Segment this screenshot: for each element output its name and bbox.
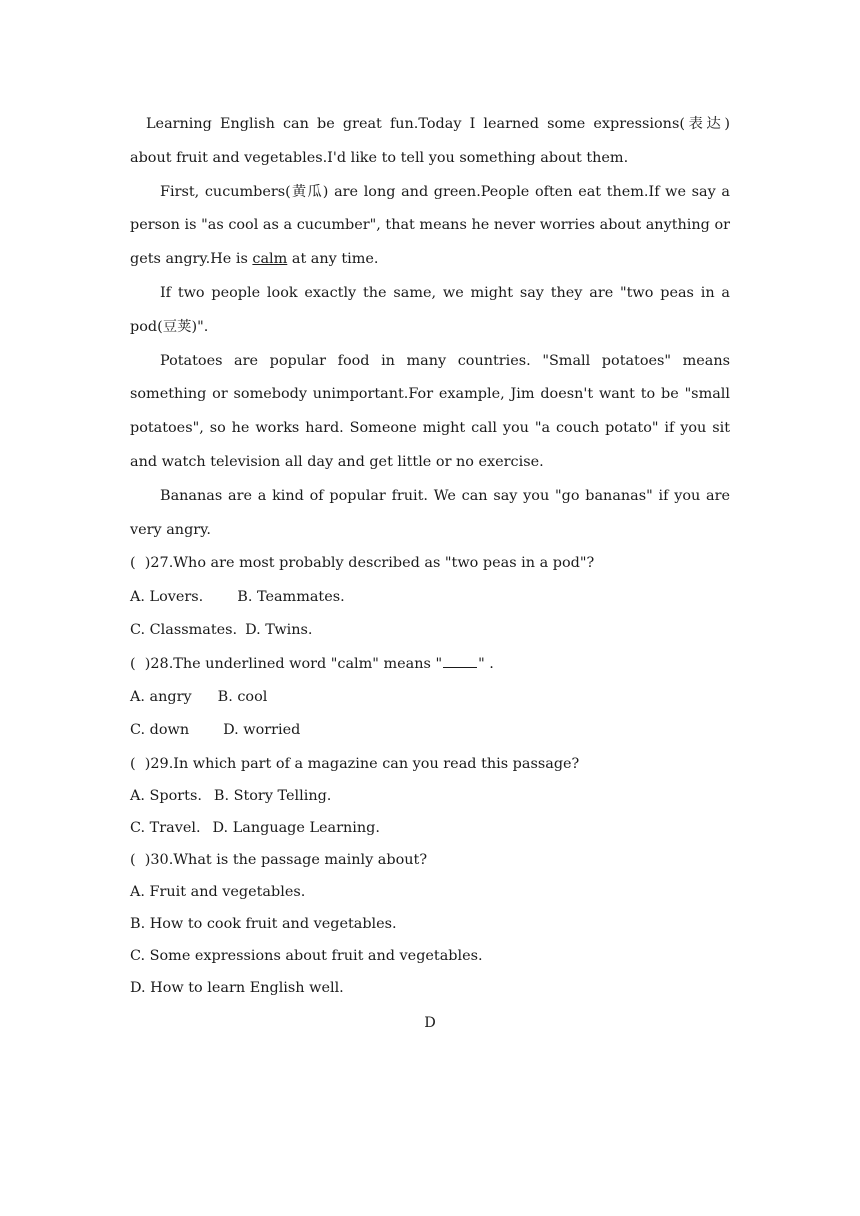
paragraph-1: Learning English can be great fun.Today I learned some expressions(表达) about fruit and vegetables.I'd like to tell you something about them. <box>130 116 730 166</box>
question-30-option-a: A. Fruit and vegetables. <box>130 883 306 900</box>
option-c: C. down <box>130 722 190 739</box>
question-28-options-ab <box>130 681 730 714</box>
option-a: A. Lovers. <box>130 588 204 605</box>
option-d: D. worried <box>223 722 301 739</box>
section-letter: D <box>424 1015 436 1031</box>
question-29-options-cd <box>130 812 730 844</box>
question-28-stem-start: ( )28.The underlined word "calm" means " <box>130 655 443 672</box>
option-b: B. cool <box>217 688 268 705</box>
question-28 <box>130 648 730 748</box>
question-30-option-d: D. How to learn English well. <box>130 979 344 996</box>
question-30-option-b: B. How to cook fruit and vegetables. <box>130 915 397 932</box>
question-29-options-ab <box>130 780 730 812</box>
paragraph-2-text-end: at any time. <box>287 251 379 268</box>
paragraph-2 <box>130 176 730 277</box>
question-27-stem: ( )27.Who are most probably described as "two peas in a pod"? <box>130 555 595 572</box>
option-a: A. angry <box>130 688 192 705</box>
paragraph-5: Bananas are a kind of popular fruit. We can say you "go bananas" if you are very angry. <box>130 487 730 538</box>
underlined-word: calm <box>252 251 288 268</box>
paragraph-4: Potatoes are popular food in many countries. "Small potatoes" means something or somebody unimportant.For example, Jim doesn't want to be "small potatoes", so he works hard. Someone might call you "a couch potato" if you sit and watch television all day and get little or no exercise. <box>130 352 730 470</box>
reading-passage <box>130 108 730 1004</box>
option-d: D. Twins. <box>245 622 313 639</box>
question-29-stem: ( )29.In which part of a magazine can you read this passage? <box>130 755 580 772</box>
question-28-options-cd <box>130 714 730 747</box>
question-27-options-ab <box>130 581 730 614</box>
paragraph-2-text-start: First, cucumbers(黄瓜) are long and green.People often eat them.If we say a person is "as cool as a cucumber", that means he never worries about anything or gets angry.He is <box>130 183 730 268</box>
question-30 <box>130 844 730 1004</box>
option-c: C. Travel. <box>130 819 201 836</box>
question-30-stem: ( )30.What is the passage mainly about? <box>130 851 428 868</box>
paragraph-3: If two people look exactly the same, we might say they are "two peas in a pod(豆荚)". <box>130 284 730 335</box>
option-a: A. Sports. <box>130 787 202 804</box>
question-27-options-cd <box>130 614 730 647</box>
option-b: B. Teammates. <box>237 588 345 605</box>
option-c: C. Classmates. <box>130 622 238 639</box>
question-28-stem-end: " . <box>478 655 494 672</box>
question-28-stem <box>130 648 730 681</box>
answer-blank <box>443 655 477 668</box>
option-d: D. Language Learning. <box>212 819 380 836</box>
question-27 <box>130 547 730 647</box>
option-b: B. Story Telling. <box>213 787 332 804</box>
question-29 <box>130 748 730 844</box>
question-30-option-c: C. Some expressions about fruit and vegetables. <box>130 947 483 964</box>
